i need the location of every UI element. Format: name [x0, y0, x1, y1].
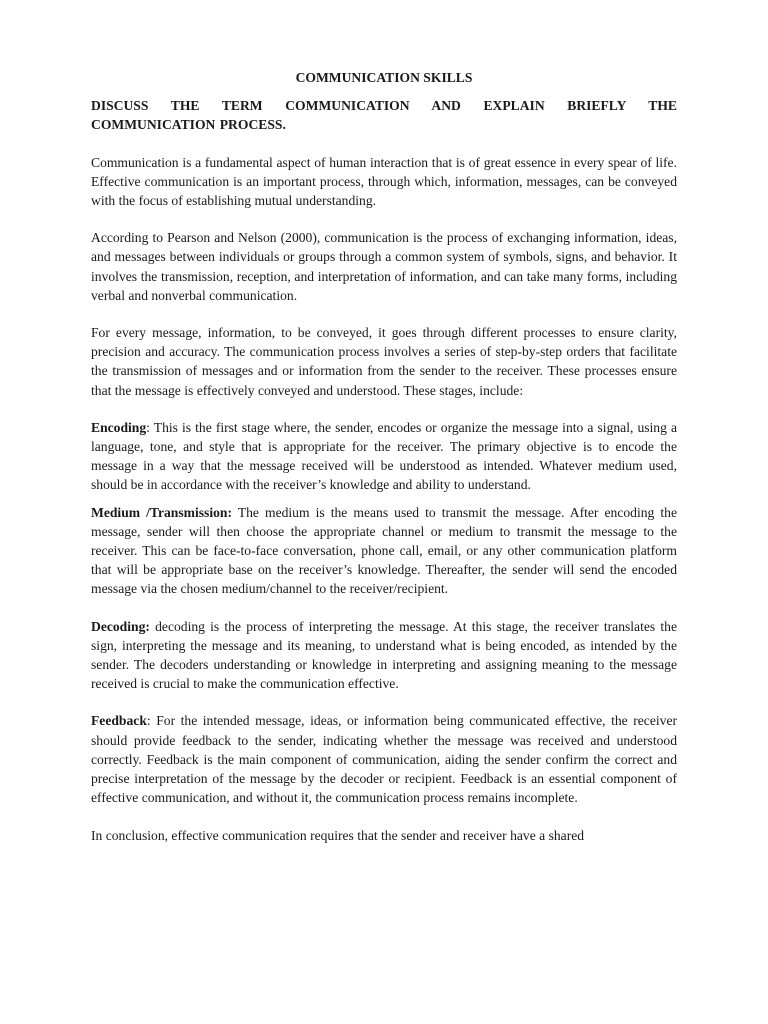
stage-feedback-paragraph [91, 711, 677, 807]
process-intro-paragraph: For every message, information, to be conveyed, it goes through different processes to ensure clarity, precision and accuracy. The communication process involves a series of step-by-step orders that facilitate the transmission of messages and or information from the sender to the receiver. These processes ensure that the message is effectively conveyed and understood. These stages, include: [91, 325, 677, 398]
stage-text: The medium is the means used to transmit the message. After encoding the message, sender will then choose the appropriate channel or medium to transmit the message to the receiver. This can be face-to-face conversation, phone call, email, or any other communication platform that will be appropriate base on the receiver’s knowledge. Thereafter, the sender will send the encoded message via the chosen medium/channel to the receiver/recipient. [91, 504, 677, 597]
definition-paragraph: According to Pearson and Nelson (2000), communication is the process of exchanging information, ideas, and messages between individuals or groups through a common system of symbols, signs, and behavior. It involves the transmission, reception, and interpretation of information, and can take many forms, including verbal and nonverbal communication. [91, 230, 677, 303]
stage-separator: : [146, 713, 157, 729]
document-title: COMMUNICATION SKILLS [295, 70, 473, 85]
document-page [91, 68, 677, 863]
intro-paragraph: Communication is a fundamental aspect of human interaction that is of great essence in every spear of life. Effective communication is an important process, through which, information, messages, can be conveyed with the focus of establishing mutual understanding. [91, 154, 677, 209]
stage-decoding-paragraph [91, 617, 677, 694]
question-heading: DISCUSS THE TERM COMMUNICATION AND EXPLAIN BRIEFLY THE COMMUNICATION PROCESS. [91, 98, 677, 133]
stage-text: This is the first stage where, the sender, encodes or organize the message into a signal, using a language, tone, and style that is appropriate for the receiver. The primary objective is to encode the message in a way that the message received will be understood as intended. Whatever medium used, should be in accordance with the receiver’s knowledge and ability to understand. [91, 419, 678, 493]
conclusion-paragraph: In conclusion, effective communication requires that the sender and receiver have a shared [91, 827, 585, 843]
stage-medium-paragraph [91, 503, 677, 599]
stage-encoding-paragraph [91, 418, 677, 495]
stage-text: For the intended message, ideas, or information being communicated effective, the receiver should provide feedback to the sender, indicating whether the message was received and understood correctly. Feedback is the main component of communication, aiding the sender confirm the correct and precise interpretation of the message by the decoder or recipient. Feedback is an essential component of effective communication, and without it, the communication process remains incomplete. [91, 713, 677, 806]
stage-term: Encoding [91, 419, 147, 435]
stage-term: Medium /Transmission: [91, 504, 232, 520]
stage-separator: : [146, 419, 154, 435]
stage-term: Feedback [91, 713, 147, 729]
stage-term: Decoding: [91, 618, 150, 634]
stage-text: decoding is the process of interpreting the message. At this stage, the receiver translates the sign, interpreting the message and its meaning, to understand what is being encoded, as intended by the sender. The decoders understanding or knowledge in interpreting and assigning meaning to the message received is crucial to make the communication effective. [91, 618, 677, 692]
